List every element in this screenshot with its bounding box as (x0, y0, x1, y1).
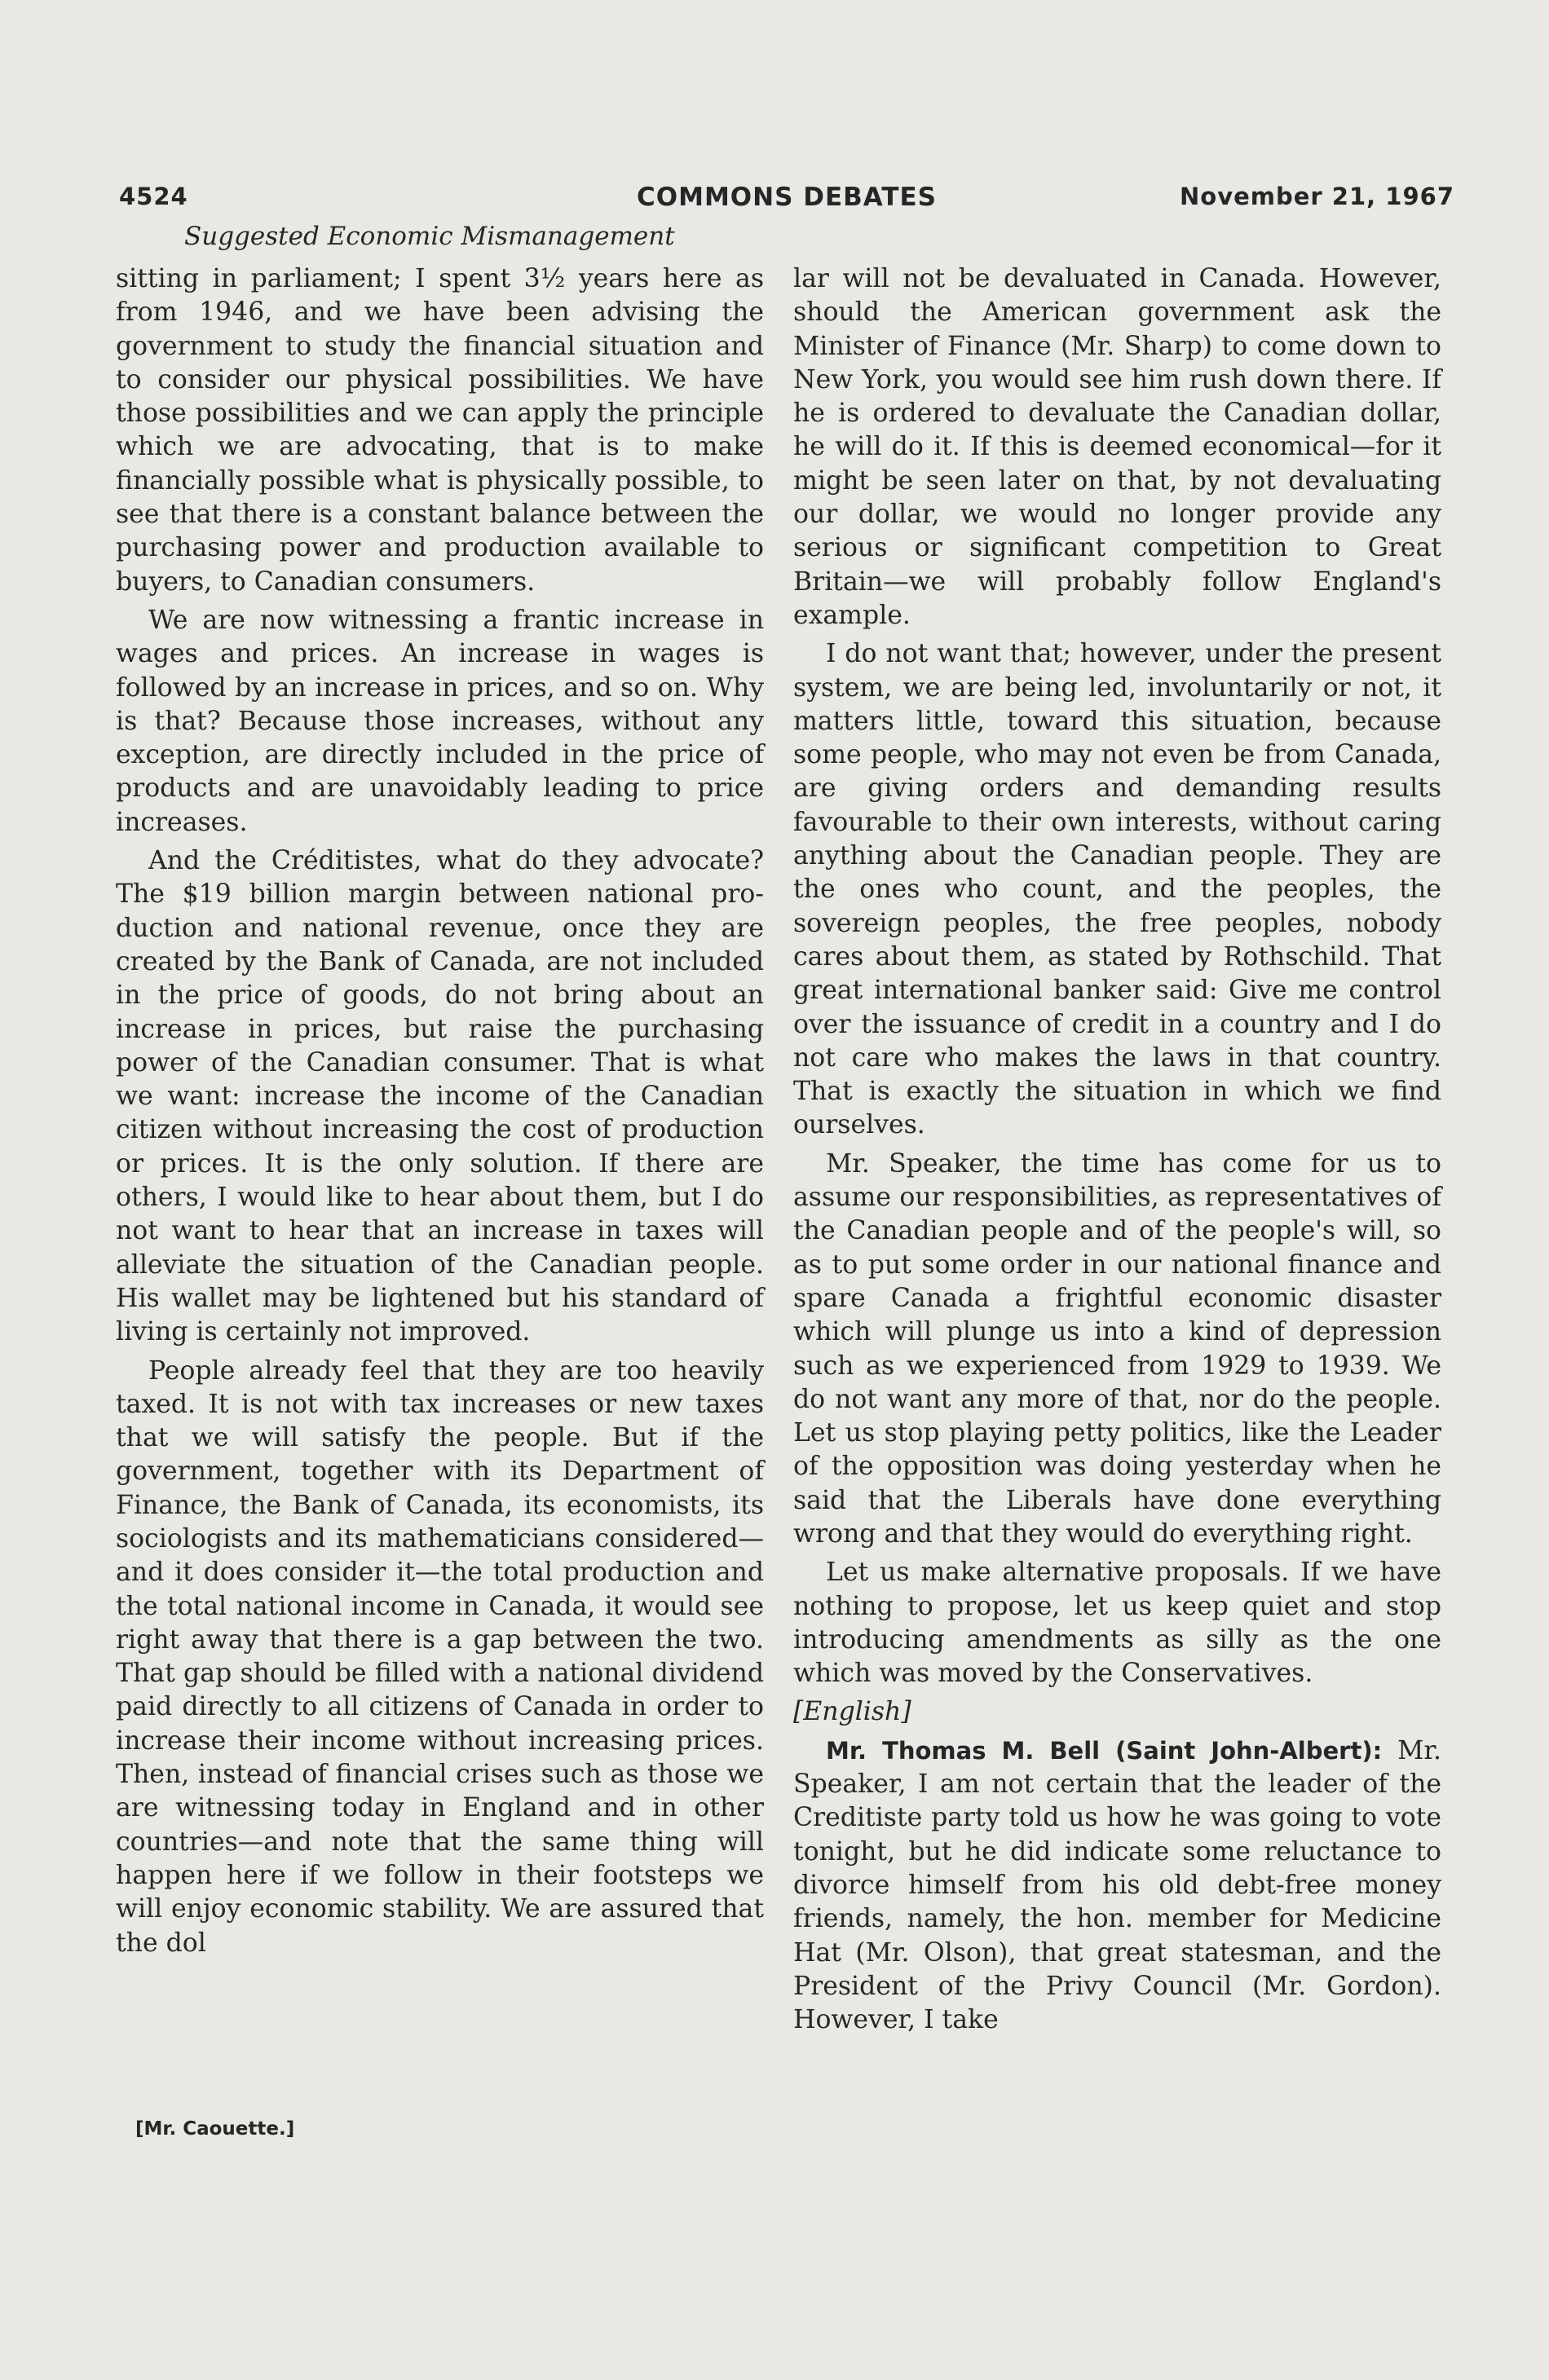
left-column (116, 262, 764, 1965)
paragraph: sitting in parliament; I spent 3½ years here as from 1946, and we have been advising the government to study the financial situation and to consider our physical possibilities. We have those possibilities and we can apply the principle which we are advocating, that is to make financially possible what is physically possible, to see that there is a constant balance between the purchasing power and production available to buyers, to Canadian consumers. (116, 264, 764, 597)
language-note: [English] (793, 1697, 911, 1727)
subject-heading: Suggested Economic Mismanagement (184, 222, 675, 251)
paragraph: People already feel that they are too heavily taxed. It is not with tax increases or new taxes that we will satisfy the people. But if the government, together with its Department of Finance, the Bank of Canada, its economists, its sociologists and its mathematicians considered—and it does consider it—the total production and the total national income in Canada, it would see right away that there is a gap between the two. That gap should be filled with a national dividend paid directly to all citizens of Canada in order to increase their income without increasing prices. Then, instead of financial crises such as those we are witnessing today in England and in other countries—and note that the same thing will happen here if we follow in their footsteps we will enjoy economic stability. We are assured that the dol (116, 1355, 764, 1958)
header-date: November 21, 1967 (1180, 183, 1454, 210)
speaker-name: Mr. Thomas M. Bell (Saint John-Albert): (826, 1736, 1383, 1765)
speaker-footer: [Mr. Caouette.] (135, 2118, 295, 2140)
paragraph: And the Créditistes, what do they advocate? The $19 billion margin between national production and national revenue, once they are created by the Bank of Canada, are not included in the price of goods, do not bring about an increase in prices, but raise the purchasing power of the Canadian consumer. That is what we want: increase the income of the Canadian citizen without increasing the cost of production or prices. It is the only solution. If there are others, I would like to hear about them, but I do not want to hear that an increase in taxes will alleviate the situation of the Canadian people. His wallet may be lightened but his standard of living is certainly not improved. (116, 846, 764, 1347)
paragraph: Let us make alternative proposals. If we have nothing to propose, let us keep quiet and stop introducing amendments as silly as the one which was moved by the Conservatives. (793, 1558, 1441, 1689)
speaker-text: Mr. Speaker, I am not certain that the leader of the Creditiste party told us how he was going to vote tonight, but he did indicate some reluctance to divorce himself from his old debt-free money friends, namely, the hon. member for Medicine Hat (Mr. Olson), that great statesman, and the President of the Privy Council (Mr. Gordon). However, I take (793, 1735, 1441, 2035)
speaker-paragraph (793, 1734, 1441, 2038)
running-header (119, 183, 1454, 215)
paragraph: lar will not be devaluated in Canada. However, should the American government ask the Minister of Finance (Mr. Sharp) to come down to New York, you would see him rush down there. If he is ordered to devaluate the Canadian dollar, he will do it. If this is deemed economical—for it might be seen later on that, by not devaluating our dollar, we would no longer provide any serious or significant competition to Great Britain—we will probably follow England's example. (793, 264, 1441, 630)
page-number: 4524 (119, 183, 188, 210)
paragraph: Mr. Speaker, the time has come for us to assume our responsibilities, as representatives of the Canadian people and of the people's will, so as to put some order in our national finance and spare Canada a frightful economic disaster which will plunge us into a kind of depression such as we experienced from 1929 to 1939. We do not want any more of that, nor do the people. Let us stop playing petty politics, like the Leader of the opposition was doing yesterday when he said that the Liberals have done everything wrong and that they would do everything right. (793, 1148, 1441, 1549)
right-column (793, 262, 1441, 2042)
paragraph: We are now witnessing a frantic increase in wages and prices. An increase in wages is followed by an increase in prices, and so on. Why is that? Because those increases, without any exception, are directly included in the price of products and are unavoidably leading to price increases. (116, 605, 764, 837)
paragraph: I do not want that; however, under the present system, we are being led, involuntarily or not, it matters little, toward this situation, because some people, who may not even be from Canada, are giving orders and demanding results favourable to their own interests, without caring anything about the Canadian people. They are the ones who count, and the peoples, the sovereign peoples, the free peoples, nobody cares about them, as stated by Rothschild. That great international banker said: Give me control over the issuance of credit in a country and I do not care who makes the laws in that country. That is exactly the situation in which we find ourselves. (793, 639, 1441, 1140)
publication-title: COMMONS DEBATES (637, 183, 937, 212)
